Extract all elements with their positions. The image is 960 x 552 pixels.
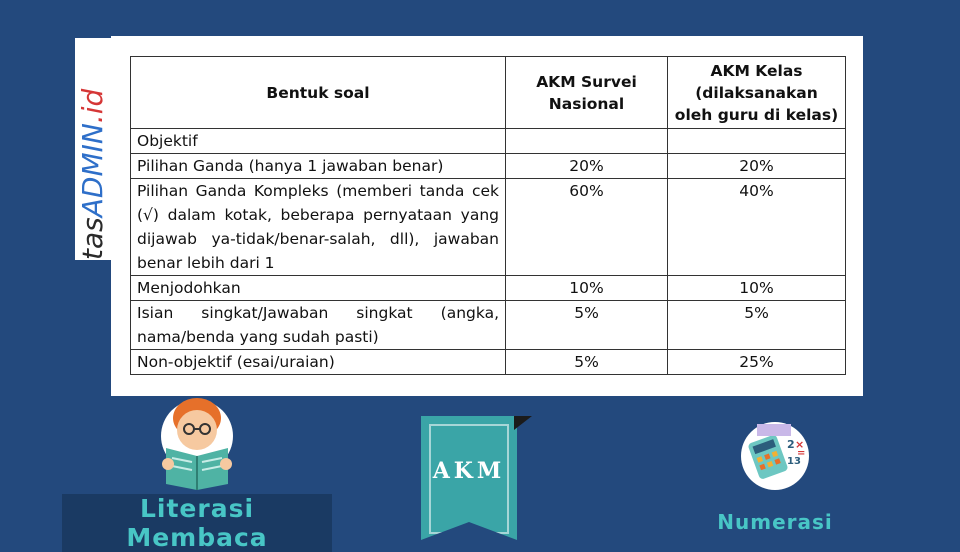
row-survei: 60% <box>506 179 668 276</box>
banner-notch <box>421 522 517 540</box>
row-survei: 5% <box>506 301 668 350</box>
table-row <box>131 301 846 350</box>
table-card <box>111 36 863 396</box>
row-label: Isian singkat/Jawaban singkat (angka, nama/benda yang sudah pasti) <box>131 301 506 350</box>
row-kelas: 40% <box>668 179 846 276</box>
table-row <box>131 276 846 301</box>
row-kelas: 20% <box>668 154 846 179</box>
row-kelas: 25% <box>668 350 846 375</box>
svg-text:×: × <box>795 438 805 451</box>
literasi-section <box>62 396 332 552</box>
table-row <box>131 179 846 276</box>
header-akm-survei: AKM Survei Nasional <box>506 57 668 129</box>
table-row <box>131 154 846 179</box>
row-label: Pilihan Ganda (hanya 1 jawaban benar) <box>131 154 506 179</box>
row-label: Non-objektif (esai/uraian) <box>131 350 506 375</box>
row-survei: 20% <box>506 154 668 179</box>
math-calculator-icon <box>735 418 815 492</box>
row-label: Menjodohkan <box>131 276 506 301</box>
watermark-tas: tas <box>76 217 109 260</box>
table-header-row <box>131 57 846 129</box>
numerasi-label: Numerasi <box>717 510 833 534</box>
row-kelas: 5% <box>668 301 846 350</box>
watermark-id: .id <box>76 88 109 124</box>
row-label: Pilihan Ganda Kompleks (memberi tanda cek (√) dalam kotak, beberapa pernyataan yang dijawab ya-tidak/benar-salah, dll), jawaban benar lebih dari 1 <box>131 179 506 276</box>
watermark-admin: ADMIN <box>76 123 109 218</box>
table-row <box>131 129 846 154</box>
row-survei <box>506 129 668 154</box>
table-row <box>131 350 846 375</box>
akm-question-type-table <box>130 56 846 375</box>
watermark-logo <box>75 89 111 260</box>
row-survei: 10% <box>506 276 668 301</box>
literasi-label: Literasi Membaca <box>62 494 332 552</box>
banner-fold <box>514 416 532 430</box>
akm-label: AKM <box>432 458 506 484</box>
akm-banner-icon <box>421 416 517 540</box>
row-survei: 5% <box>506 350 668 375</box>
row-kelas <box>668 129 846 154</box>
header-bentuk-soal: Bentuk soal <box>131 57 506 129</box>
svg-text:2: 2 <box>787 438 795 451</box>
row-label: Objektif <box>131 129 506 154</box>
svg-text:=: = <box>797 448 806 459</box>
svg-text:13: 13 <box>787 456 801 467</box>
reading-child-icon <box>152 396 242 492</box>
numerasi-section <box>700 418 850 534</box>
header-akm-kelas: AKM Kelas (dilaksanakan oleh guru di kelas) <box>668 57 846 129</box>
watermark <box>75 38 111 260</box>
row-kelas: 10% <box>668 276 846 301</box>
